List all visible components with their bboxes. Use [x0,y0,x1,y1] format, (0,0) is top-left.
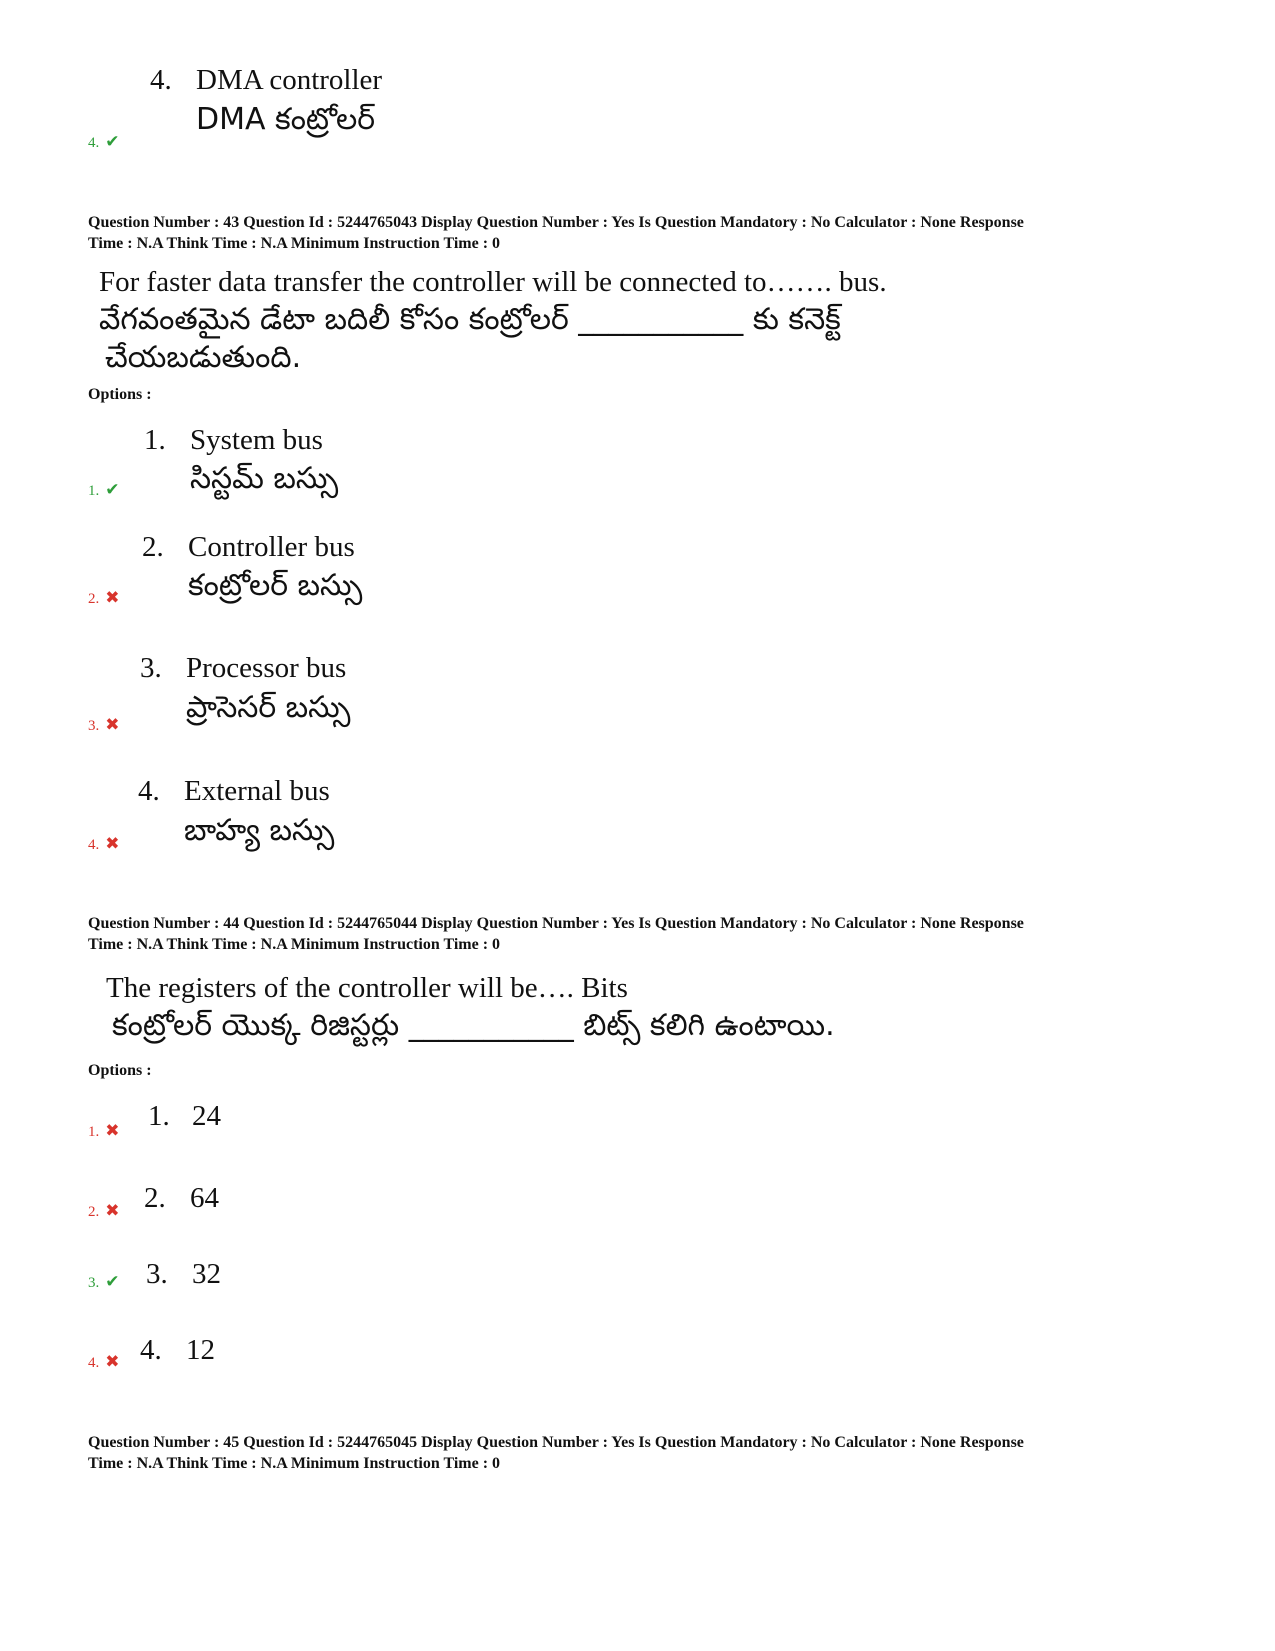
meta-line-2: Time : N.A Think Time : N.A Minimum Instruction Time : 0 [88,235,501,252]
marker-number: 4. [88,135,100,151]
meta-line-1: Question Number : 44 Question Id : 5244765044 Display Question Number : Yes Is Question Mandatory : No Calculator : None Response [88,915,1024,932]
check-icon: ✔ [105,480,120,499]
question-43-text-english: For faster data transfer the controller will be connected to……. bus. [99,266,887,298]
marker-number: 2. [88,1204,100,1220]
q44-option-1-number: 1. [148,1100,170,1132]
meta-line-2: Time : N.A Think Time : N.A Minimum Instruction Time : 0 [88,1455,501,1472]
question-43-text-telugu-2: చేయబడుతుంది. [105,340,302,375]
q43-option-1-telugu: సిస్టమ్ బస్సు [190,461,339,496]
q44-option-4-number: 4. [140,1334,162,1366]
q44-option-3-marker [88,1272,120,1292]
meta-line-1: Question Number : 45 Question Id : 5244765045 Display Question Number : Yes Is Question Mandatory : No Calculator : None Response [88,1434,1024,1451]
meta-line-2: Time : N.A Think Time : N.A Minimum Instruction Time : 0 [88,936,501,953]
q43-option-1-marker [88,480,120,500]
cross-icon: ✖ [105,1121,120,1140]
question-45-meta [88,1432,1208,1474]
marker-number: 1. [88,483,100,499]
meta-line-1: Question Number : 43 Question Id : 5244765043 Display Question Number : Yes Is Question Mandatory : No Calculator : None Response [88,214,1024,231]
q43-option-3-english: Processor bus [186,652,347,684]
marker-number: 4. [88,1355,100,1371]
marker-number: 4. [88,837,100,853]
q43-option-2-telugu: కంట్రోలర్ బస్సు [188,568,363,603]
check-icon: ✔ [105,1272,120,1291]
marker-number: 3. [88,1275,100,1291]
prev-option-4-english: DMA controller [196,64,383,96]
cross-icon: ✖ [105,588,120,607]
question-44-meta [88,913,1208,955]
q44-option-4-value: 12 [186,1334,215,1366]
cross-icon: ✖ [105,1352,120,1371]
q43-option-4-english: External bus [184,775,330,807]
q44-option-4-marker [88,1352,120,1372]
q43-option-1-number: 1. [144,424,166,456]
q44-option-3-number: 3. [146,1258,168,1290]
question-44-text-telugu: కంట్రోలర్ యొక్క రిజిస్టర్లు ___________ బిట్స్ కలిగి ఉంటాయి. [112,1008,835,1043]
marker-number: 3. [88,718,100,734]
q44-option-2-value: 64 [190,1182,219,1214]
question-44-options-label: Options : [88,1062,152,1079]
q43-option-2-marker [88,588,120,608]
prev-option-4-marker [88,132,120,152]
question-44-text-english: The registers of the controller will be…. Bits [106,972,628,1004]
q43-option-4-marker [88,834,120,854]
q44-option-1-value: 24 [192,1100,221,1132]
check-icon: ✔ [105,132,120,151]
marker-number: 1. [88,1124,100,1140]
q43-option-3-number: 3. [140,652,162,684]
q43-option-2-english: Controller bus [188,531,355,563]
q44-option-1-marker [88,1121,120,1141]
q43-option-4-telugu: బాహ్య బస్సు [184,813,335,848]
prev-option-4-number: 4. [150,64,172,96]
q44-option-2-marker [88,1201,120,1221]
q43-option-3-telugu: ప్రాసెసర్ బస్సు [186,690,351,725]
q43-option-3-marker [88,715,120,735]
question-43-meta [88,212,1208,254]
q43-option-4-number: 4. [138,775,160,807]
prev-option-4-telugu: DMA కంట్రోలర్ [196,102,376,137]
question-43-options-label: Options : [88,386,152,403]
question-43-text-telugu-1: వేగవంతమైన డేటా బదిలీ కోసం కంట్రోలర్ ___________ కు కనెక్ట్ [99,302,841,337]
q43-option-2-number: 2. [142,531,164,563]
marker-number: 2. [88,591,100,607]
cross-icon: ✖ [105,1201,120,1220]
cross-icon: ✖ [105,834,120,853]
q44-option-3-value: 32 [192,1258,221,1290]
q44-option-2-number: 2. [144,1182,166,1214]
q43-option-1-english: System bus [190,424,323,456]
cross-icon: ✖ [105,715,120,734]
